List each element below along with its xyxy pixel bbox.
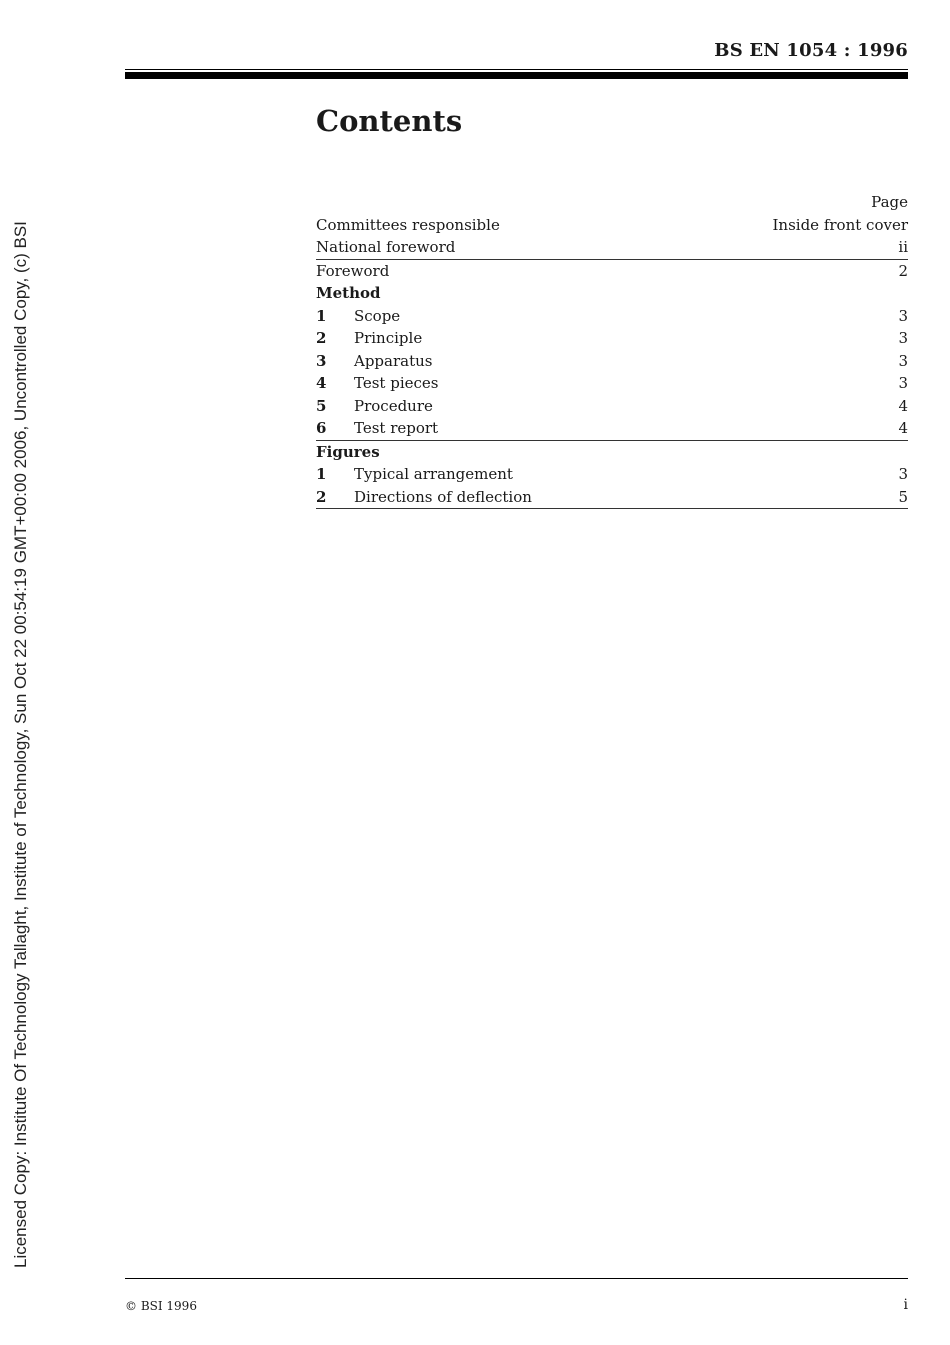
toc-entry-label: Test report [354, 419, 439, 437]
toc-entry-label: Typical arrangement [354, 465, 513, 483]
toc-section-heading-figures [316, 441, 908, 464]
toc-entry-label: Directions of deflection [354, 487, 532, 506]
toc-entry-foreword[interactable] [316, 260, 908, 283]
page-title: Contents [316, 104, 463, 138]
copyright-notice: © BSI 1996 [125, 1299, 197, 1313]
toc-entry[interactable] [316, 417, 908, 440]
toc-entry-page: 3 [898, 351, 908, 370]
license-watermark: Licensed Copy: Institute Of Technology Tallaght, Institute of Technology, Sun Oct 22 00:54:19 GMT+00:00 2006, Uncontrolled Copy, (c) BSI [11, 221, 30, 1268]
toc-entry-page: 3 [898, 306, 908, 325]
toc-entry-page: 3 [898, 465, 908, 483]
figure-number: 1 [316, 465, 327, 483]
toc-page-header-row [316, 191, 908, 214]
page-column-label: Page [871, 193, 908, 211]
toc-entry-label: Principle [354, 329, 423, 347]
toc-entry-committees[interactable] [316, 214, 908, 237]
toc-entry[interactable] [316, 372, 908, 395]
toc-entry-label: Scope [354, 306, 401, 325]
table-of-contents [316, 191, 908, 509]
toc-divider [316, 508, 908, 509]
toc-entry-label: Apparatus [354, 351, 433, 370]
clause-number: 3 [316, 351, 327, 370]
toc-entry-national-foreword[interactable] [316, 236, 908, 259]
figure-number: 2 [316, 487, 327, 506]
section-heading: Method [316, 284, 381, 302]
toc-entry-page: 3 [898, 329, 908, 347]
clause-number: 2 [316, 329, 327, 347]
toc-entry-page: 4 [898, 396, 908, 415]
toc-entry[interactable] [316, 305, 908, 328]
toc-entry-page: Inside front cover [772, 215, 908, 234]
clause-number: 1 [316, 306, 327, 325]
footer-rule [125, 1278, 908, 1279]
toc-entry-label: Foreword [316, 261, 390, 280]
toc-entry[interactable] [316, 327, 908, 350]
toc-entry-page: ii [898, 238, 908, 256]
toc-entry-page: 4 [898, 419, 908, 437]
toc-entry-label: Test pieces [354, 374, 439, 392]
header-rule-thin [125, 69, 908, 70]
clause-number: 6 [316, 419, 327, 437]
header-rule-thick [125, 72, 908, 79]
toc-section-heading-method [316, 282, 908, 305]
toc-entry-label: Procedure [354, 396, 433, 415]
toc-entry[interactable] [316, 463, 908, 486]
clause-number: 4 [316, 374, 327, 392]
toc-entry-label: Committees responsible [316, 215, 500, 234]
toc-entry[interactable] [316, 486, 908, 509]
toc-entry-page: 3 [898, 374, 908, 392]
toc-entry-page: 2 [898, 261, 908, 280]
page-number: i [903, 1297, 908, 1313]
toc-entry[interactable] [316, 350, 908, 373]
toc-entry-page: 5 [898, 487, 908, 506]
clause-number: 5 [316, 396, 327, 415]
section-heading: Figures [316, 442, 380, 461]
standard-number: BS EN 1054 : 1996 [714, 40, 908, 61]
toc-entry-label: National foreword [316, 238, 456, 256]
toc-entry[interactable] [316, 395, 908, 418]
